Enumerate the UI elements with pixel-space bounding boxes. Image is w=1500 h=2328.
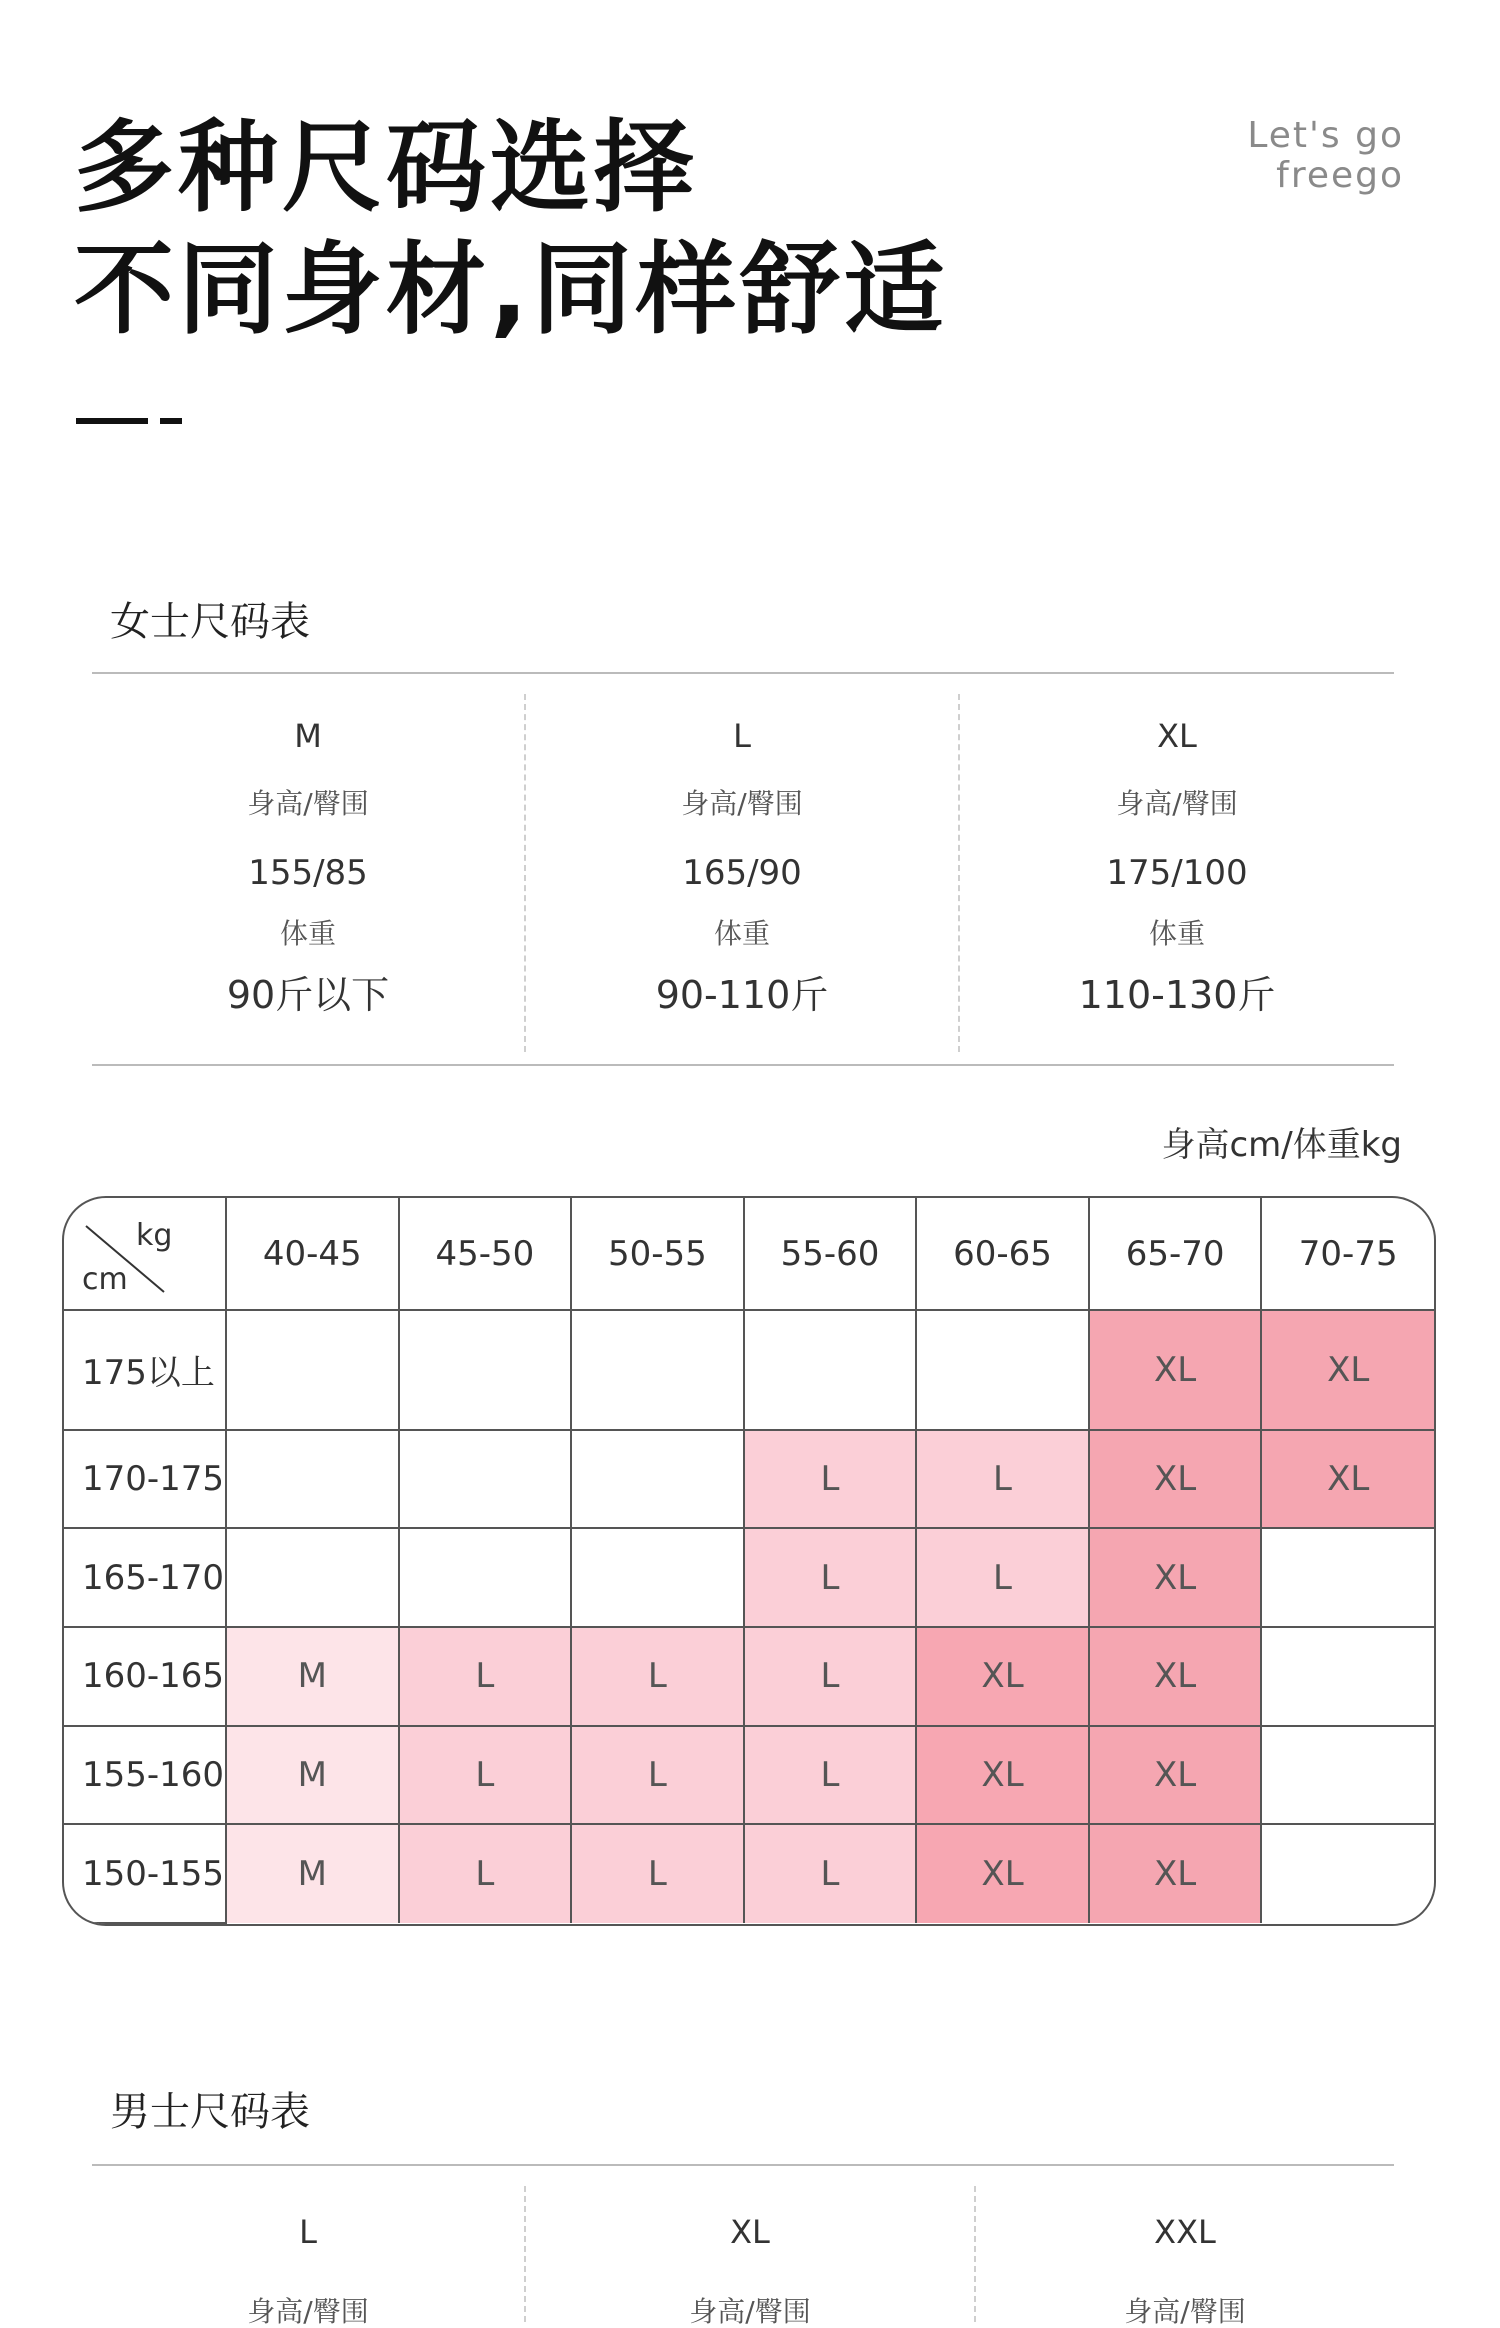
size-cell: XL: [1089, 1726, 1262, 1825]
size-cell: [1261, 1824, 1434, 1923]
size-cell: XL: [1261, 1310, 1434, 1430]
height-hip-value: 155/85: [248, 853, 368, 893]
decorative-dash-long: [76, 418, 148, 424]
size-name: L: [733, 717, 751, 755]
size-name: M: [294, 717, 322, 755]
height-hip-label: 身高/臀围: [681, 787, 803, 820]
size-cell: M: [226, 1627, 399, 1726]
women-size-column: [958, 694, 1394, 1052]
women-size-grid: [62, 1196, 1436, 1926]
men-size-column: [524, 2186, 974, 2328]
size-cell: [226, 1310, 399, 1430]
size-name: L: [299, 2213, 317, 2251]
grid-row: [64, 1430, 1434, 1529]
weight-range-header: 60-65: [916, 1198, 1089, 1310]
height-hip-label: 身高/臀围: [1124, 2295, 1246, 2328]
size-cell: M: [226, 1824, 399, 1923]
women-size-summary: [92, 694, 1394, 1052]
size-cell: L: [399, 1627, 572, 1726]
weight-value: 90-110斤: [655, 973, 829, 1017]
weight-label: 体重: [1148, 917, 1205, 950]
height-hip-label: 身高/臀围: [247, 787, 369, 820]
height-hip-label: 身高/臀围: [689, 2295, 811, 2328]
grid-row: [64, 1310, 1434, 1430]
size-cell: [399, 1430, 572, 1529]
weight-value: 90斤以下: [226, 973, 390, 1017]
women-size-column: [524, 694, 958, 1052]
size-cell: L: [399, 1824, 572, 1923]
grid-row: [64, 1627, 1434, 1726]
units-note: 身高cm/体重kg: [1161, 1125, 1402, 1165]
grid-row: [64, 1528, 1434, 1627]
height-hip-value: 175/100: [1106, 853, 1248, 893]
size-cell: [916, 1310, 1089, 1430]
height-range-label: 175以上: [64, 1310, 226, 1430]
men-size-column: [974, 2186, 1394, 2328]
women-bottom-divider: [92, 1064, 1394, 1066]
size-cell: L: [571, 1627, 744, 1726]
size-cell: XL: [916, 1726, 1089, 1825]
size-cell: L: [744, 1627, 917, 1726]
height-range-label: 160-165: [64, 1627, 226, 1726]
weight-range-header: 45-50: [399, 1198, 572, 1310]
height-range-label: 165-170: [64, 1528, 226, 1627]
size-cell: [226, 1430, 399, 1529]
size-cell: XL: [1089, 1824, 1262, 1923]
size-cell: XL: [916, 1627, 1089, 1726]
size-name: XXL: [1154, 2213, 1216, 2251]
size-cell: [571, 1310, 744, 1430]
men-size-column: [92, 2186, 524, 2328]
decorative-dash-short: [160, 418, 182, 424]
height-range-label: 150-155: [64, 1824, 226, 1923]
corner-label-kg: kg: [136, 1218, 173, 1253]
size-cell: [1261, 1627, 1434, 1726]
grid-row: [64, 1726, 1434, 1825]
size-cell: L: [571, 1824, 744, 1923]
brand-slogan-line-2: freego: [1276, 155, 1404, 196]
size-cell: XL: [1089, 1528, 1262, 1627]
brand-slogan-line-1: Let's go: [1247, 115, 1404, 156]
grid-header-row: [64, 1198, 1434, 1310]
headline-line-1: 多种尺码选择: [74, 109, 698, 226]
size-cell: [399, 1528, 572, 1627]
size-cell: [571, 1430, 744, 1529]
size-cell: [399, 1310, 572, 1430]
size-cell: L: [399, 1726, 572, 1825]
size-cell: L: [571, 1726, 744, 1825]
size-cell: [1261, 1528, 1434, 1627]
size-cell: L: [916, 1528, 1089, 1627]
weight-range-header: 65-70: [1089, 1198, 1262, 1310]
weight-label: 体重: [713, 917, 770, 950]
size-cell: L: [744, 1726, 917, 1825]
size-cell: L: [916, 1430, 1089, 1529]
weight-range-header: 55-60: [744, 1198, 917, 1310]
size-name: XL: [730, 2213, 770, 2251]
weight-label: 体重: [279, 917, 336, 950]
headline-line-2: 不同身材,同样舒适: [74, 231, 948, 348]
men-size-chart-title: 男士尺码表: [110, 2089, 310, 2135]
weight-range-header: 50-55: [571, 1198, 744, 1310]
size-cell: M: [226, 1726, 399, 1825]
size-cell: L: [744, 1430, 917, 1529]
corner-label-cm: cm: [82, 1262, 128, 1297]
height-hip-value: 165/90: [682, 853, 802, 893]
weight-value: 110-130斤: [1078, 973, 1276, 1017]
weight-range-header: 40-45: [226, 1198, 399, 1310]
size-cell: L: [744, 1824, 917, 1923]
size-cell: [744, 1310, 917, 1430]
size-cell: XL: [1089, 1430, 1262, 1529]
size-cell: XL: [1089, 1627, 1262, 1726]
size-grid-table: [64, 1198, 1434, 1924]
height-hip-label: 身高/臀围: [1116, 787, 1238, 820]
women-size-chart-title: 女士尺码表: [110, 599, 310, 645]
women-size-column: [92, 694, 524, 1052]
height-hip-label: 身高/臀围: [247, 2295, 369, 2328]
size-cell: XL: [916, 1824, 1089, 1923]
grid-corner-cell: [64, 1198, 226, 1310]
size-cell: [1261, 1726, 1434, 1825]
height-range-label: 170-175: [64, 1430, 226, 1529]
men-top-divider: [92, 2164, 1394, 2166]
size-cell: XL: [1261, 1430, 1434, 1529]
women-top-divider: [92, 672, 1394, 674]
size-cell: XL: [1089, 1310, 1262, 1430]
men-size-summary: [92, 2186, 1394, 2328]
size-name: XL: [1157, 717, 1197, 755]
grid-row: [64, 1824, 1434, 1923]
size-cell: [571, 1528, 744, 1627]
weight-range-header: 70-75: [1261, 1198, 1434, 1310]
size-cell: [226, 1528, 399, 1627]
height-range-label: 155-160: [64, 1726, 226, 1825]
size-cell: L: [744, 1528, 917, 1627]
